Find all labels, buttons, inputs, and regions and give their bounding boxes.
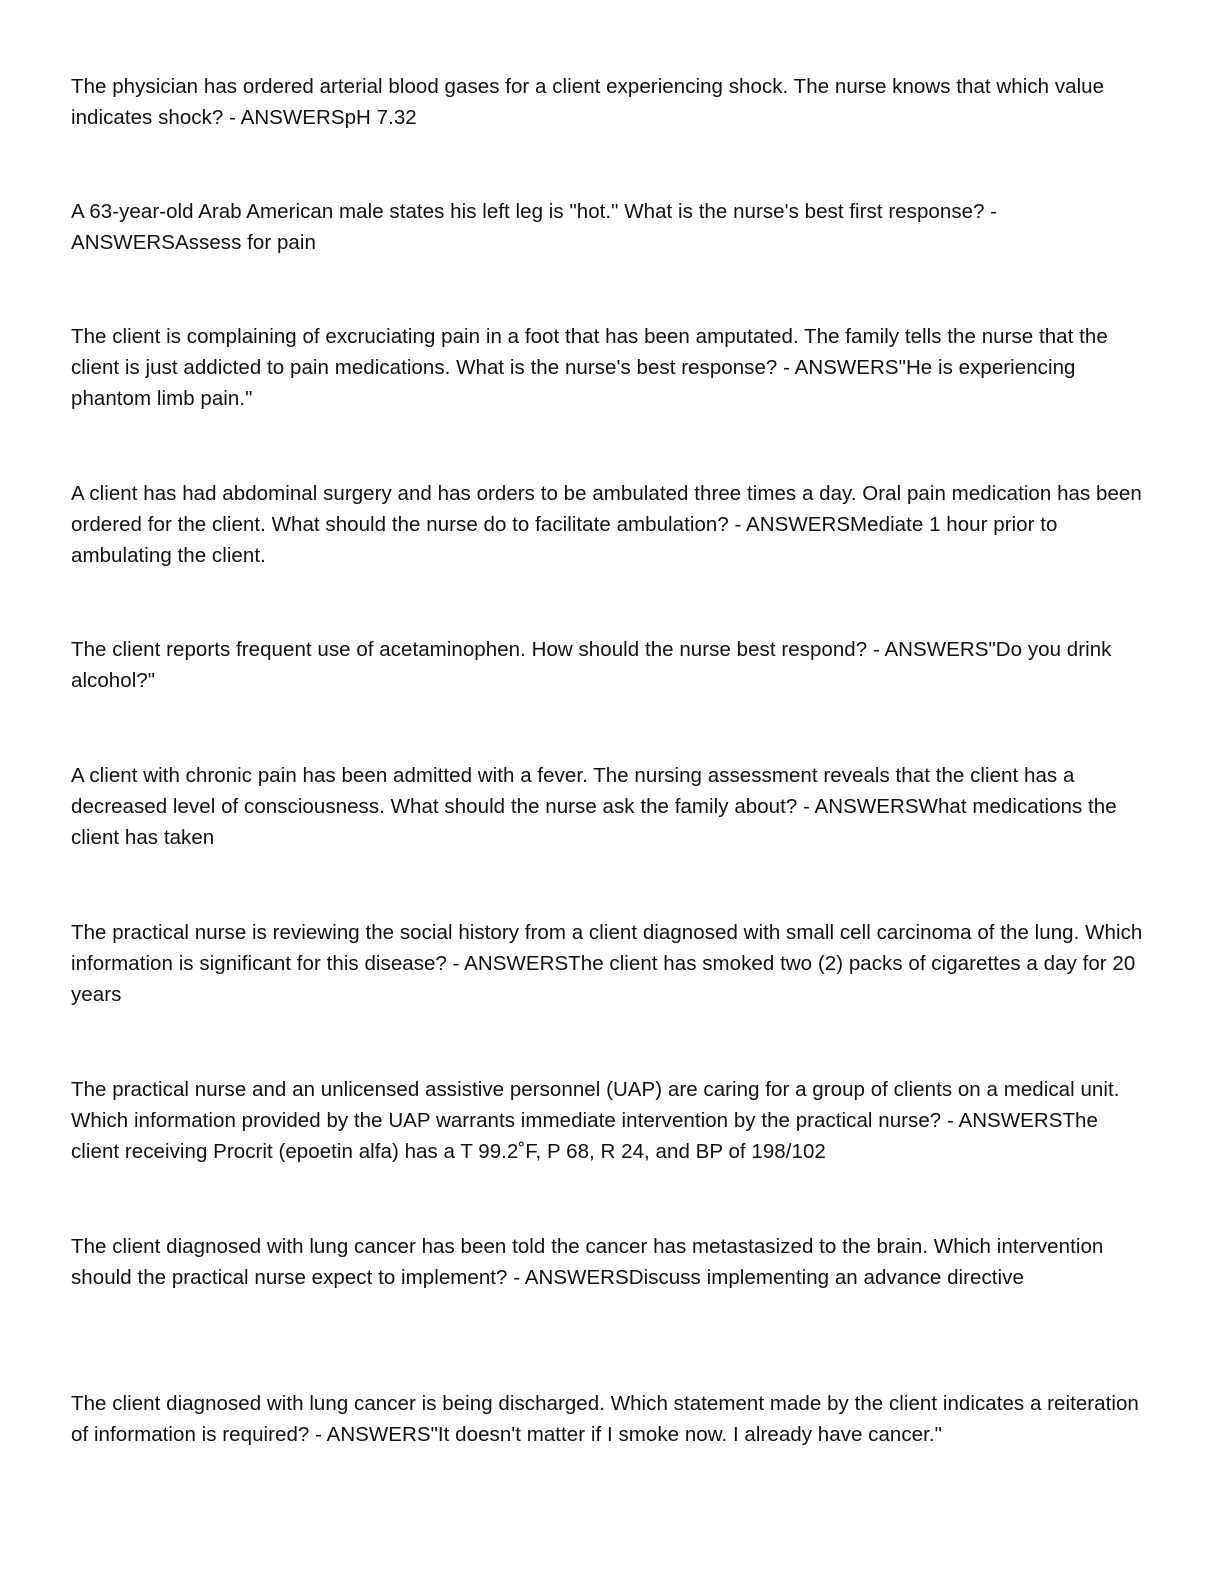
qa-item-6: A client with chronic pain has been admitted with a fever. The nursing assessment reveals that the client has a decreased level of consciousness. What should the nurse ask the family about? - ANSWERSWhat medications the client has taken xyxy=(71,764,1117,850)
qa-item-4: A client has had abdominal surgery and has orders to be ambulated three times a day. Oral pain medication has been ordered for the client. What should the nurse do to facilitate ambulation? - ANSWERSMediate 1 hour prior to ambulating the client. xyxy=(71,482,1142,568)
qa-item-3: The client is complaining of excruciating pain in a foot that has been amputated. The family tells the nurse that the client is just addicted to pain medications. What is the nurse's best response? - ANSWERS"He is experiencing phantom limb pain." xyxy=(71,325,1108,411)
qa-item-2: A 63-year-old Arab American male states his left leg is "hot." What is the nurse's best first response? - ANSWERSAssess for pain xyxy=(71,200,998,255)
qa-item-5: The client reports frequent use of acetaminophen. How should the nurse best respond? - ANSWERS"Do you drink alcohol?" xyxy=(71,638,1112,693)
qa-item-9: The client diagnosed with lung cancer has been told the cancer has metastasized to the brain. Which intervention should the practical nurse expect to implement? - ANSWERSDiscuss implementing an advance directive xyxy=(71,1235,1104,1290)
qa-item-1: The physician has ordered arterial blood gases for a client experiencing shock. The nurse knows that which value indicates shock? - ANSWERSpH 7.32 xyxy=(71,75,1105,130)
qa-item-8: The practical nurse and an unlicensed assistive personnel (UAP) are caring for a group of clients on a medical unit. Which information provided by the UAP warrants immediate intervention by the practical nurse? - ANSWERSThe client receiving Procrit (epoetin alfa) has a T 99.2˚F, P 68, R 24, and BP of 198/102 xyxy=(71,1078,1120,1164)
qa-item-7: The practical nurse is reviewing the social history from a client diagnosed with small cell carcinoma of the lung. Which information is significant for this disease? - ANSWERSThe client has smoked two (2) packs of cigarettes a day for 20 years xyxy=(71,921,1143,1007)
qa-item-10: The client diagnosed with lung cancer is being discharged. Which statement made by the client indicates a reiteration of information is required? - ANSWERS"It doesn't matter if I smoke now. I already have cancer." xyxy=(71,1392,1139,1447)
